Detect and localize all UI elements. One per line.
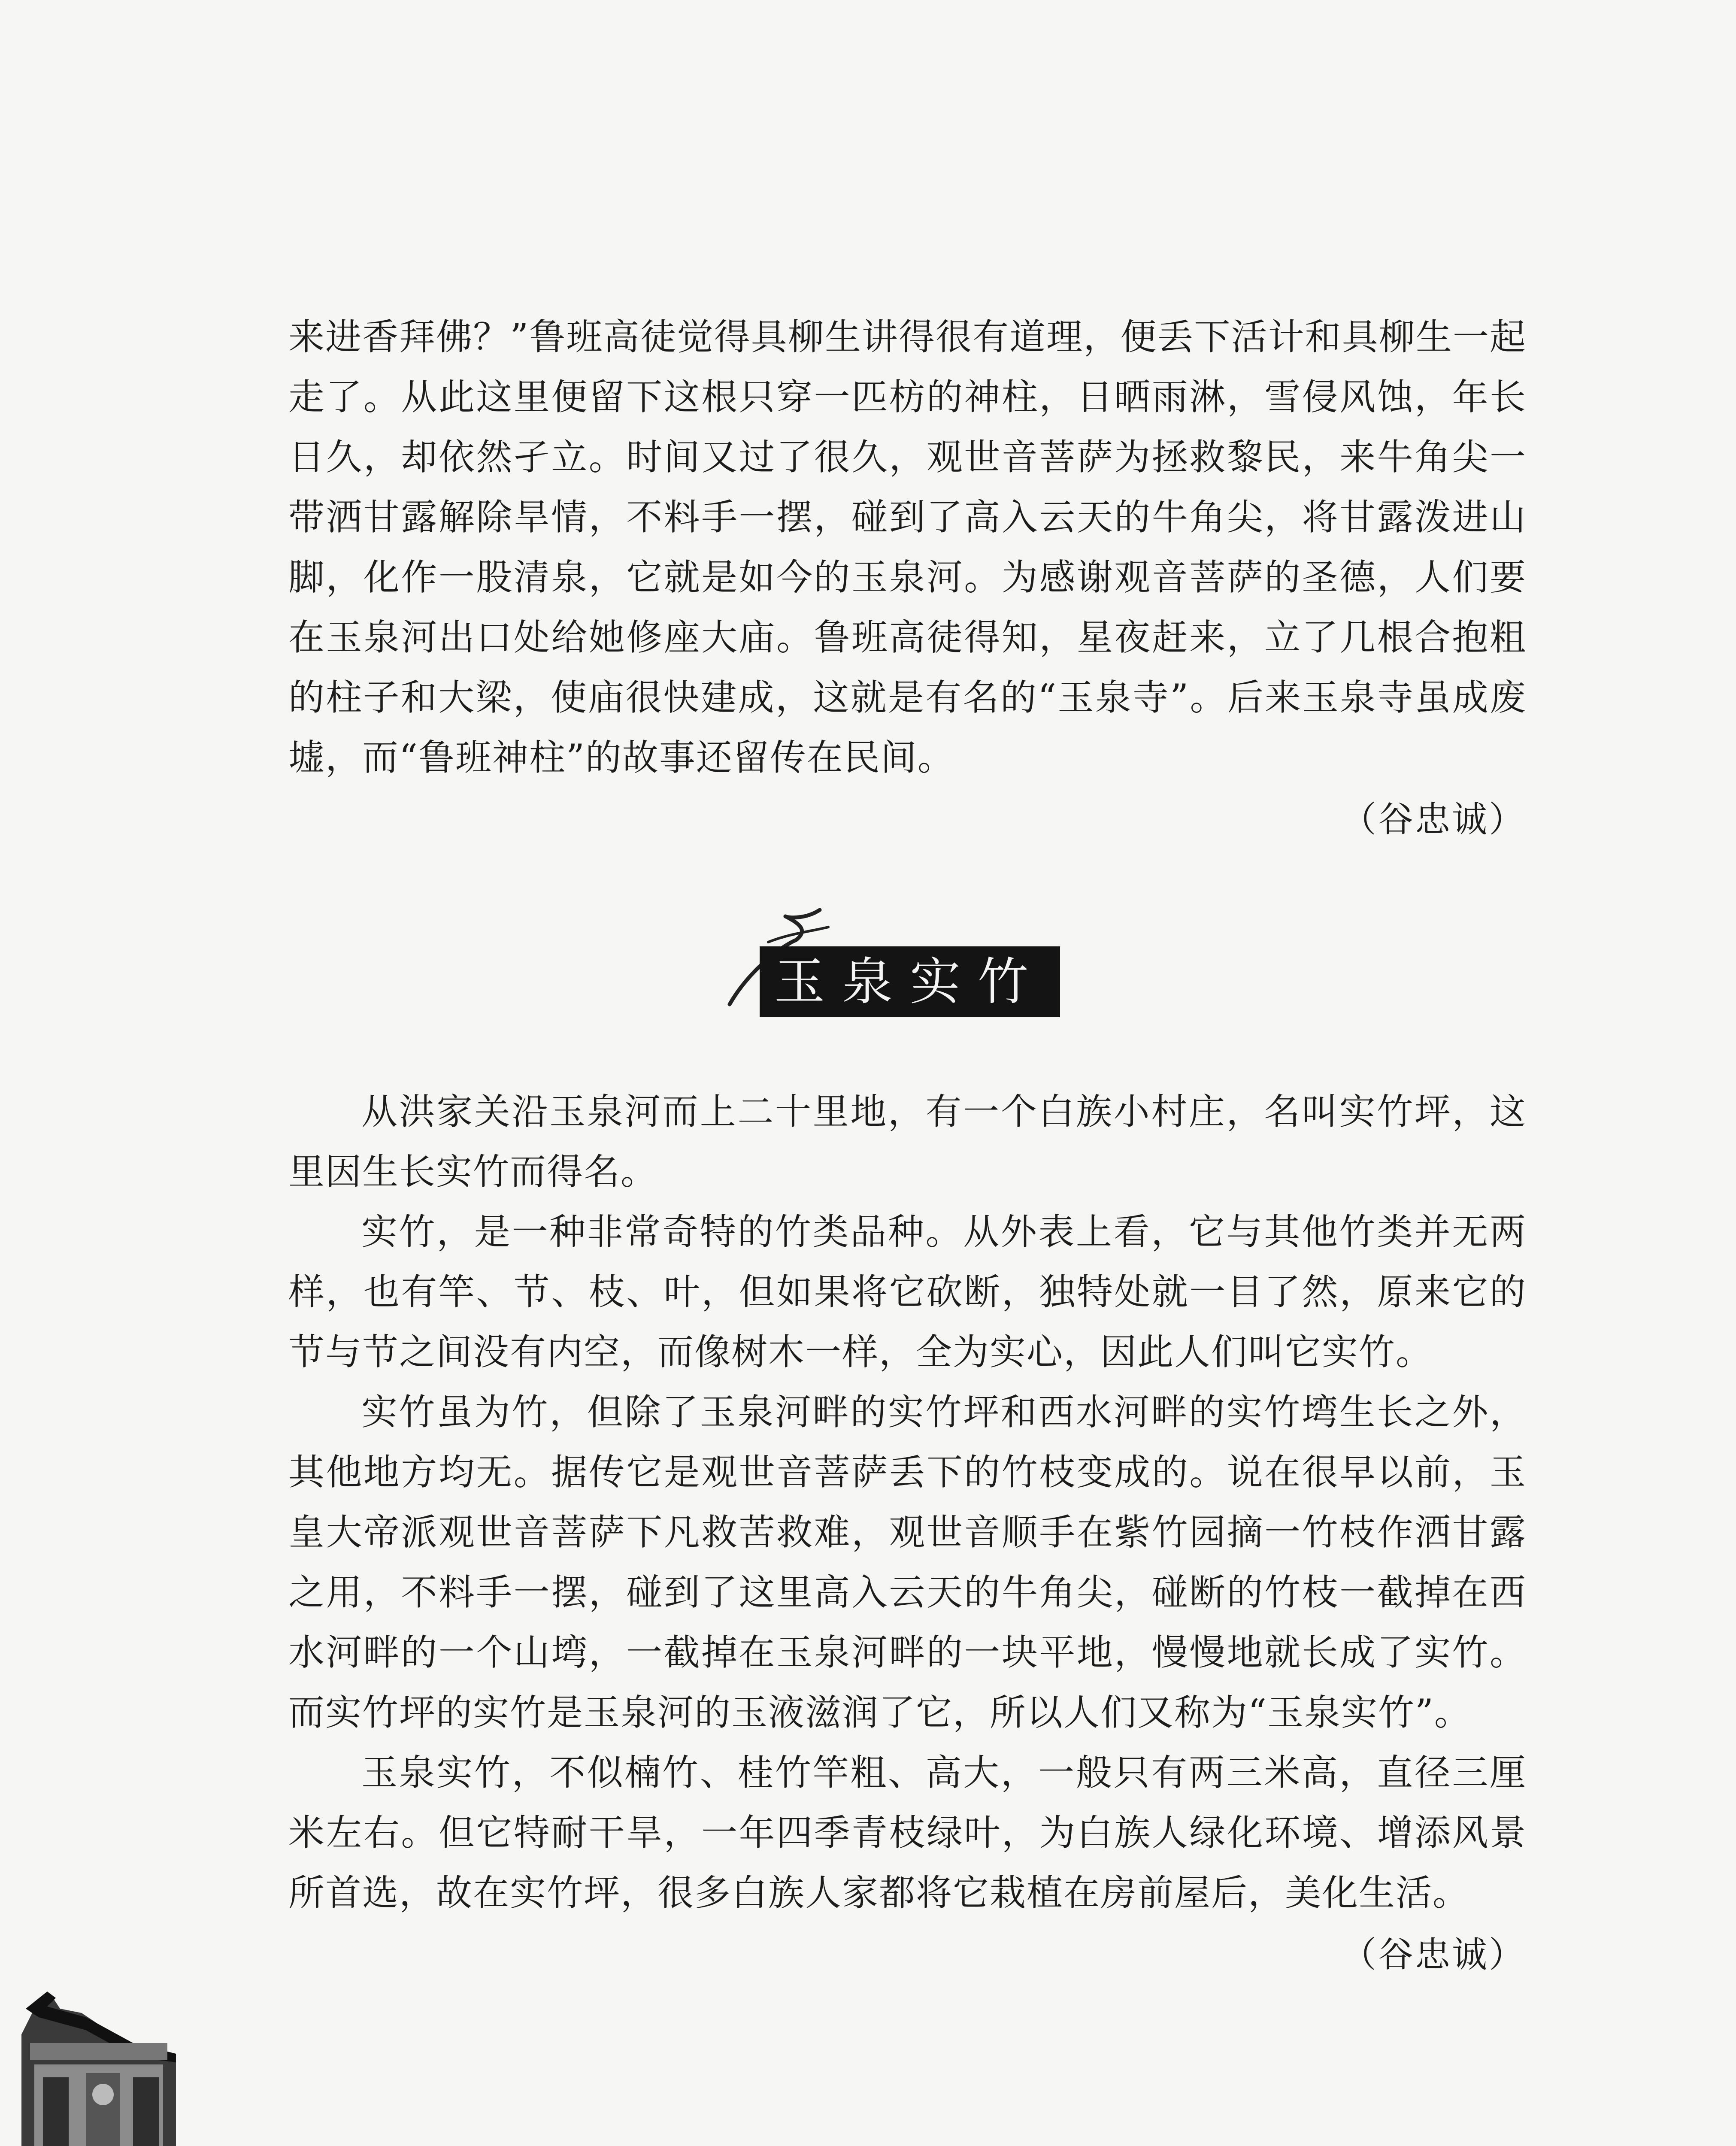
paragraph: 实竹，是一种非常奇特的竹类品种。从外表上看，它与其他竹类并无两样，也有竿、节、枝、叶，但如果将它砍断，独特处就一目了然，原来它的节与节之间没有内空，而像树木一样，全为实心，因此人们叫它实竹。 [288,1211,1527,1373]
paragraph: 来进香拜佛？”鲁班高徒觉得具柳生讲得很有道理，便丢下活计和具柳生一起走了。从此这里便留下这根只穿一匹枋的神柱，日晒雨淋，雪侵风蚀，年长日久，却依然孑立。时间又过了很久，观世音菩萨为拯救黎民，来牛角尖一带洒甘露解除旱情，不料手一摆，碰到了高入云天的牛角尖，将甘露泼进山脚，化作一股清泉，它就是如今的玉泉河。为感谢观音菩萨的圣德，人们要在玉泉河出口处给她修座大庙。鲁班高徒得知，星夜赶来，立了几根合抱粗的柱子和大梁，使庙很快建成，这就是有名的“玉泉寺”。后来玉泉寺虽成废墟，而“鲁班神柱”的故事还留传在民间。 [288,316,1527,779]
section-title-banner [721,901,1073,1030]
section-1-body [288,307,1527,788]
section-title: 玉泉实竹 [760,946,1060,1017]
temple-thumbnail-image [21,1983,176,2146]
paragraph: 实竹虽为竹，但除了玉泉河畔的实竹坪和西水河畔的实竹塆生长之外，其他地方均无。据传它是观世音菩萨丢下的竹枝变成的。说在很早以前，玉皇大帝派观世音菩萨下凡救苦救难，观世音顺手在紫竹园摘一竹枝作洒甘露之用，不料手一摆，碰到了这里高入云天的牛角尖，碰断的竹枝一截掉在西水河畔的一个山塆，一截掉在玉泉河畔的一块平地，慢慢地就长成了实竹。而实竹坪的实竹是玉泉河的玉液滋润了它，所以人们又称为“玉泉实竹”。 [288,1391,1527,1734]
author-credit: （谷忠诚） [1341,799,1526,840]
author-credit: （谷忠诚） [1341,1934,1526,1975]
paragraph: 从洪家关沿玉泉河而上二十里地，有一个白族小村庄，名叫实竹坪，这里因生长实竹而得名。 [288,1091,1527,1193]
paragraph: 玉泉实竹，不似楠竹、桂竹竿粗、高大，一般只有两三米高，直径三厘米左右。但它特耐干旱，一年四季青枝绿叶，为白族人绿化环境、增添风景所首选，故在实竹坪，很多白族人家都将它栽植在房前屋后，美化生活。 [288,1752,1527,1914]
section-2-body [288,1082,1527,1923]
